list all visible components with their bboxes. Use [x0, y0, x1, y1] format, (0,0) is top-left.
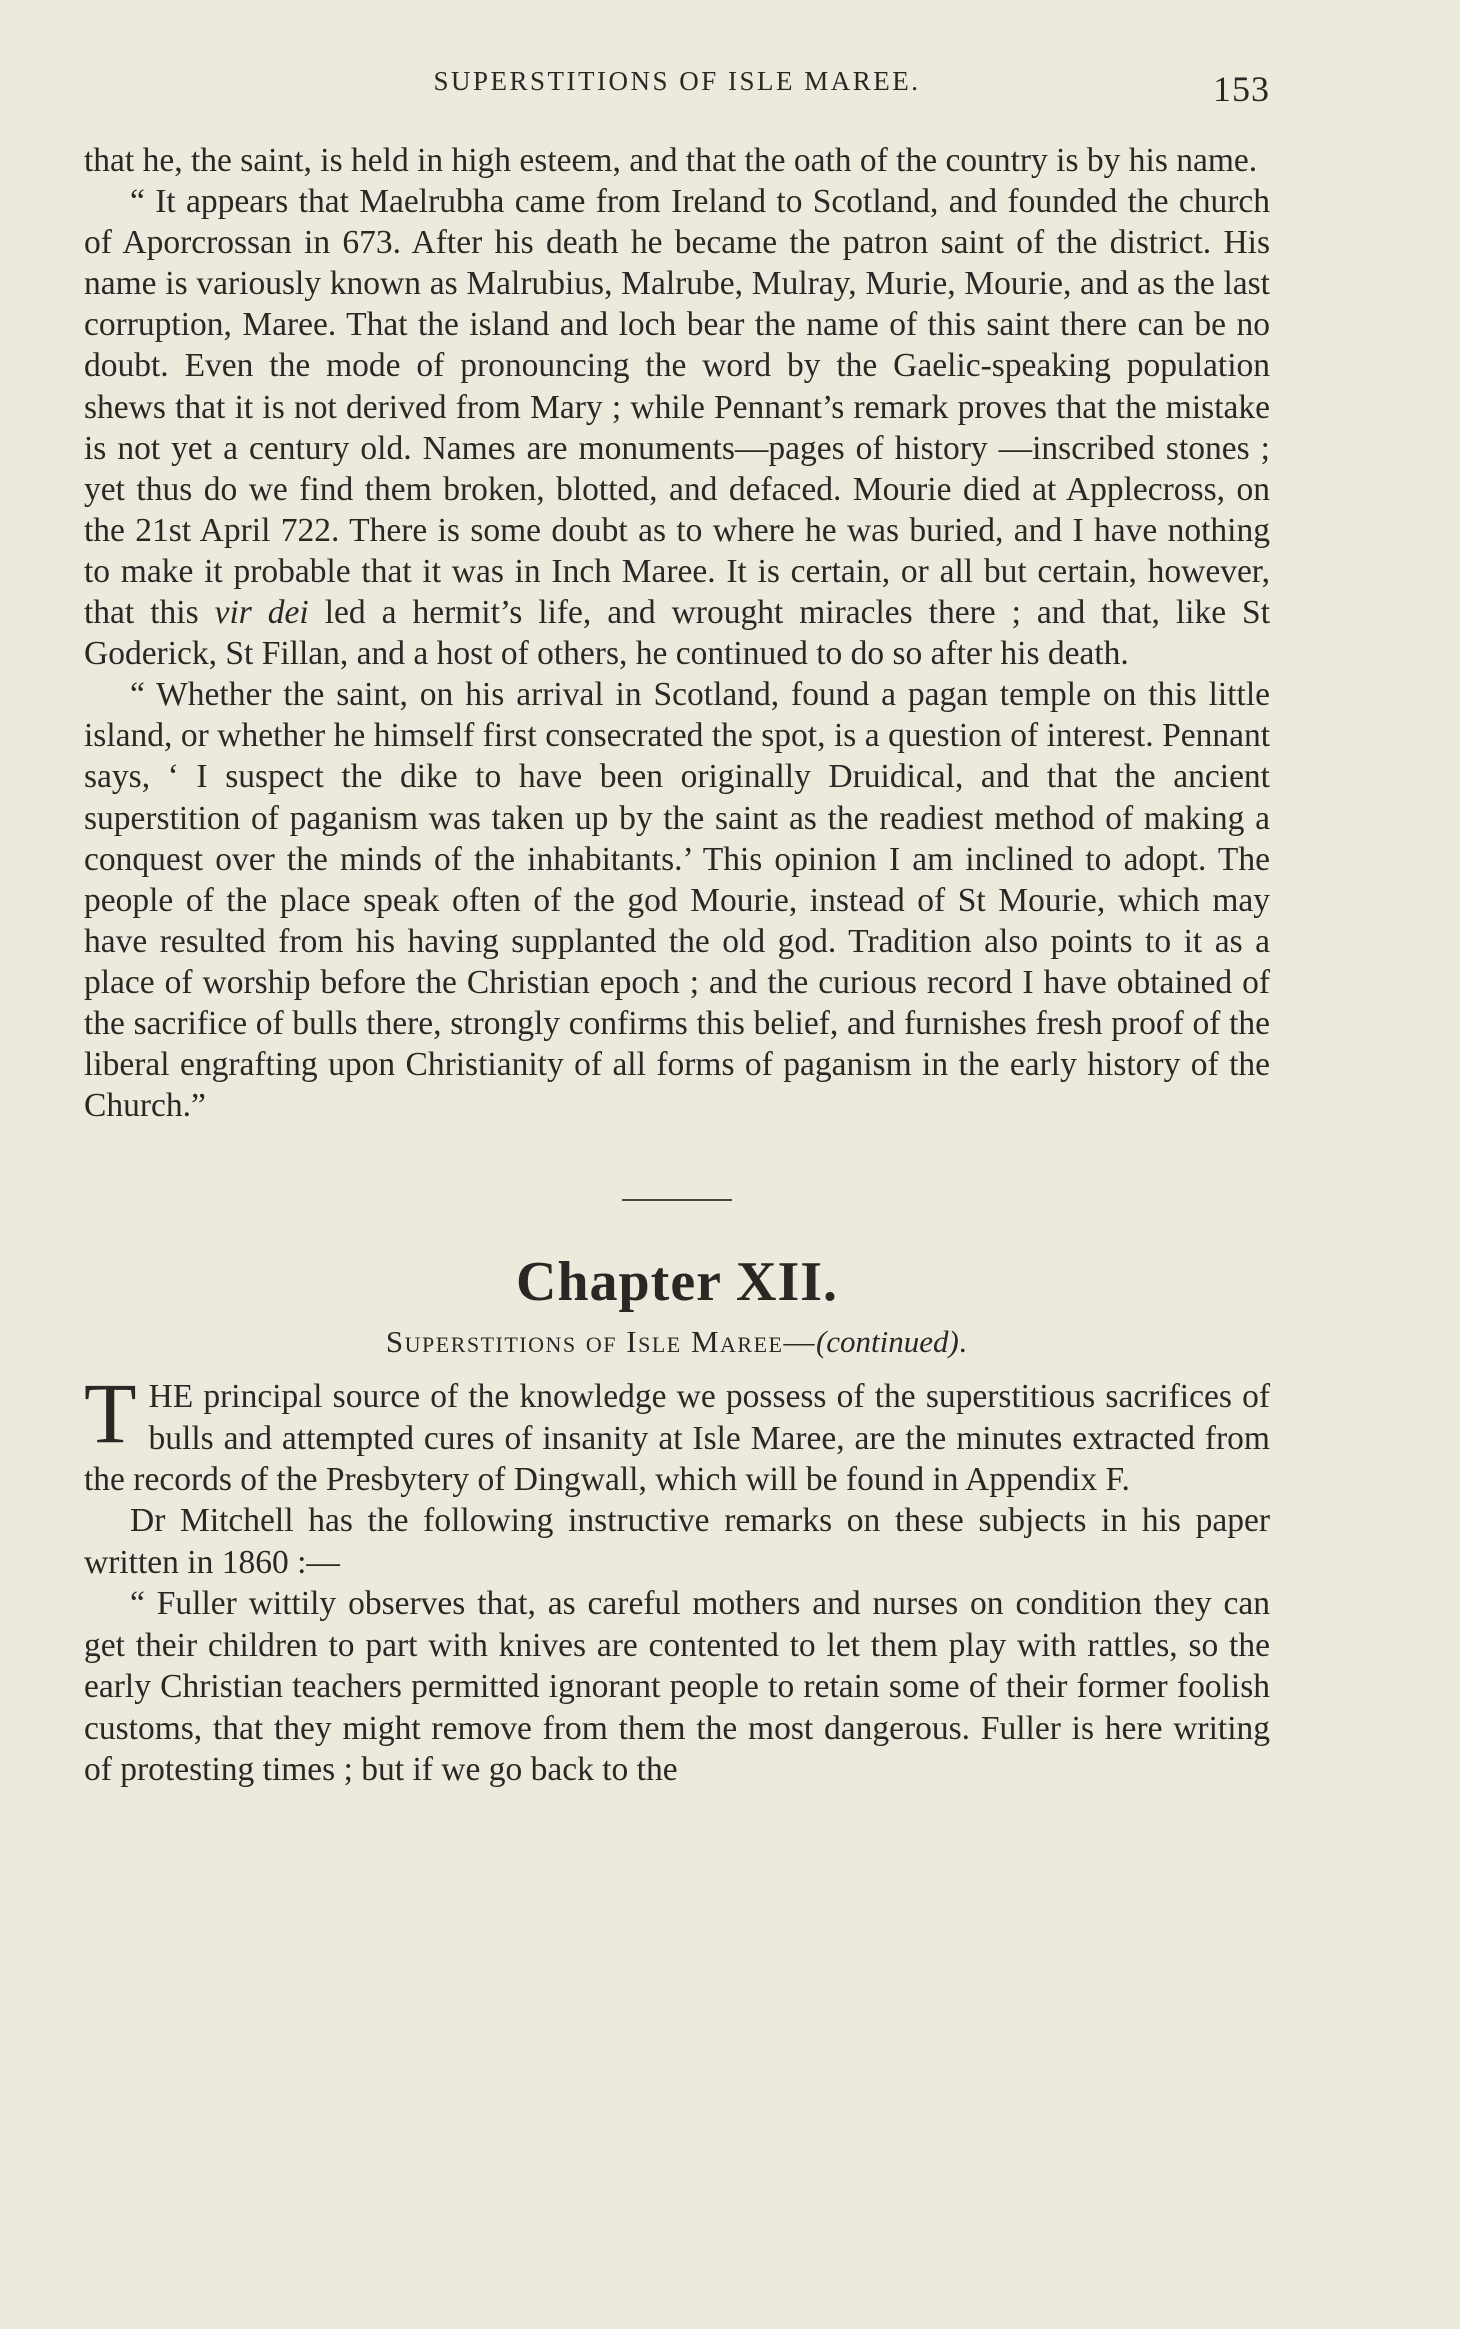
chapter-subtitle-text: Superstitions of Isle Maree—: [385, 1324, 816, 1360]
section-divider: [84, 1188, 1270, 1192]
chapter-subtitle: [84, 1324, 1270, 1360]
chapter-subtitle-continued: (continued): [815, 1324, 959, 1360]
running-header: [84, 58, 1270, 109]
chapter-paragraph-2: Dr Mitchell has the following instructive remarks on these subjects in his paper written in 1860 :—: [84, 1502, 1270, 1581]
paragraph-3: “ Whether the saint, on his arrival in Scotland, found a pagan temple on this little island, or whether he himself first consecrated the spot, is a question of interest. Pennant says, ‘ I suspect the dike to have been originally Druidical, and that the ancient superstition of paganism was taken up by the saint as the readiest method of making a conquest over the minds of the inhabitants.’ This opinion I am inclined to adopt. The people of the place speak often of the god Mourie, instead of St Mourie, which may have resulted from his having supplanted the old god. Tradition also points to it as a place of worship before the Christian epoch ; and the curious record I have obtained of the sacrifice of bulls there, strongly confirms this belief, and furnishes fresh proof of the liberal engrafting upon Christianity of all forms of paganism in the early history of the Church.”: [84, 676, 1270, 1125]
chapter-heading: Chapter XII.: [515, 1251, 839, 1314]
drop-cap: T: [84, 1365, 137, 1462]
book-page: [84, 58, 1270, 1790]
paragraph-2: [84, 181, 1270, 674]
page-number: 153: [1213, 69, 1270, 109]
chapter-paragraph-1: [84, 1365, 1270, 1500]
latin-phrase: vir dei: [214, 594, 309, 632]
paragraph-2-text-end: led a hermit’s life, and wrought miracles there ; and that, like St Goderick, St Fillan, and a host of others, he continued to do so after his death.: [84, 594, 1270, 673]
chapter-subtitle-end: .: [958, 1324, 969, 1360]
body-text: [84, 140, 1270, 1126]
chapter-paragraph-3: “ Fuller wittily observes that, as careful mothers and nurses on condition they can get their children to part with knives are contented to let them play with rattles, so the early Christian teachers permitted ignorant people to retain some of their former foolish customs, that they might remove from them the most dangerous. Fuller is here writing of protesting times ; but if we go back to the: [84, 1585, 1270, 1788]
chapter-text: [84, 1365, 1270, 1790]
paragraph-1: that he, the saint, is held in high esteem, and that the oath of the country is by his name.: [84, 142, 1258, 179]
chapter-paragraph-1-text: HE principal source of the knowledge we possess of the superstitious sacrifices of bulls and attempted cures of insanity at Isle Maree, are the minutes extracted from the records of the Presbytery of Dingwall, which will be found in Appendix F.: [84, 1378, 1270, 1499]
running-title: SUPERSTITIONS OF ISLE MAREE.: [433, 66, 921, 96]
paragraph-2-text: “ It appears that Maelrubha came from Ireland to Scotland, and founded the church of Aporcrossan in 673. After his death he became the patron saint of the district. His name is variously known as Malrubius, Malrube, Mulray, Murie, Mourie, and as the last corruption, Maree. That the island and loch bear the name of this saint there can be no doubt. Even the mode of pronouncing the word by the Gaelic-speaking population shews that it is not derived from Mary ; while Pennant’s remark proves that the mistake is not yet a century old. Names are monuments—pages of history —inscribed stones ; yet thus do we find them broken, blotted, and defaced. Mourie died at Applecross, on the 21st April 722. There is some doubt as to where he was buried, and I have nothing to make it probable that it was in Inch Maree. It is certain, or all but certain, however, that this: [84, 183, 1270, 632]
